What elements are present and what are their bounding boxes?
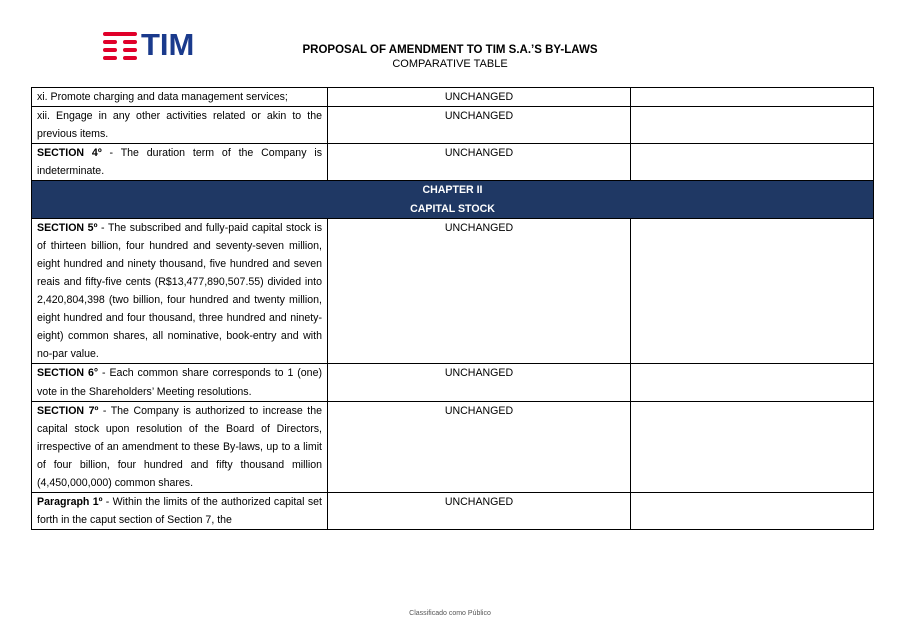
section-heading: SECTION 6° xyxy=(37,367,99,380)
table-row xyxy=(32,493,874,530)
section-heading: SECTION 5º xyxy=(37,221,98,234)
justification-cell xyxy=(631,144,874,181)
document-header xyxy=(250,43,650,72)
proposal-cell: UNCHANGED xyxy=(328,144,631,181)
current-text-cell xyxy=(32,144,328,181)
table-row xyxy=(32,364,874,401)
current-text-cell xyxy=(32,218,328,364)
justification-cell xyxy=(631,364,874,401)
table-row xyxy=(32,401,874,492)
justification-cell xyxy=(631,88,874,107)
proposal-cell: UNCHANGED xyxy=(328,88,631,107)
comparative-table xyxy=(31,87,874,530)
chapter-title: CAPITAL STOCK xyxy=(410,202,495,215)
document-title: PROPOSAL OF AMENDMENT TO TIM S.A.’S BY-LAWS xyxy=(302,44,598,56)
provision-text: - The Company is authorized to increase the capital stock upon resolution of the Board of Directors, irrespective of an amendment to these By-laws, up to a limit of four billion, four hundred and fifty thousand million (4,450,000,000) common shares. xyxy=(37,404,323,489)
proposal-cell: UNCHANGED xyxy=(328,218,631,364)
classification-footer: Classificado como Público xyxy=(409,610,491,617)
section-heading: SECTION 7º xyxy=(37,404,99,417)
provision-text: - The subscribed and fully-paid capital stock is of thirteen billion, four hundred and seventy-seven million, eight hundred and ninety thousand, five hundred and seven reais and fifty-five cents (R$13,477,890,507.55) divided into 2,420,804,398 (two billion, four hundred and twenty million, eight hundred and four thousand, three hundred and ninety-eight) common shares, all nominative, book-entry and with no-par value. xyxy=(37,221,322,361)
table-row xyxy=(32,88,874,107)
current-text-cell xyxy=(32,401,328,492)
justification-cell xyxy=(631,401,874,492)
provision-text: - Each common share corresponds to 1 (one) vote in the Shareholders’ Meeting resolutions. xyxy=(37,367,322,398)
table-row xyxy=(32,144,874,181)
justification-cell xyxy=(631,218,874,364)
provision-text: xii. Engage in any other activities related or akin to the previous items. xyxy=(37,110,322,141)
section-heading: Paragraph 1º xyxy=(37,496,103,509)
tim-logo-mark-icon xyxy=(103,31,139,61)
justification-cell xyxy=(631,493,874,530)
tim-logo-text: TIM xyxy=(141,27,195,62)
chapter-heading xyxy=(32,181,874,218)
current-text-cell xyxy=(32,364,328,401)
proposal-cell: UNCHANGED xyxy=(328,493,631,530)
chapter-number: CHAPTER II xyxy=(422,184,483,197)
current-text-cell xyxy=(32,493,328,530)
section-heading: SECTION 4º xyxy=(37,147,102,160)
justification-cell xyxy=(631,107,874,144)
provision-text: xi. Promote charging and data management services; xyxy=(37,91,288,103)
table-row xyxy=(32,218,874,364)
table-row xyxy=(32,107,874,144)
provision-text: - The duration term of the Company is indeterminate. xyxy=(37,147,322,178)
provision-text: - Within the limits of the authorized capital set forth in the caput section of Section 7, the xyxy=(37,496,322,527)
chapter-row xyxy=(32,181,874,218)
document-subtitle: COMPARATIVE TABLE xyxy=(392,58,508,70)
proposal-cell: UNCHANGED xyxy=(328,107,631,144)
proposal-cell: UNCHANGED xyxy=(328,401,631,492)
proposal-cell: UNCHANGED xyxy=(328,364,631,401)
current-text-cell xyxy=(32,107,328,144)
current-text-cell xyxy=(32,88,328,107)
